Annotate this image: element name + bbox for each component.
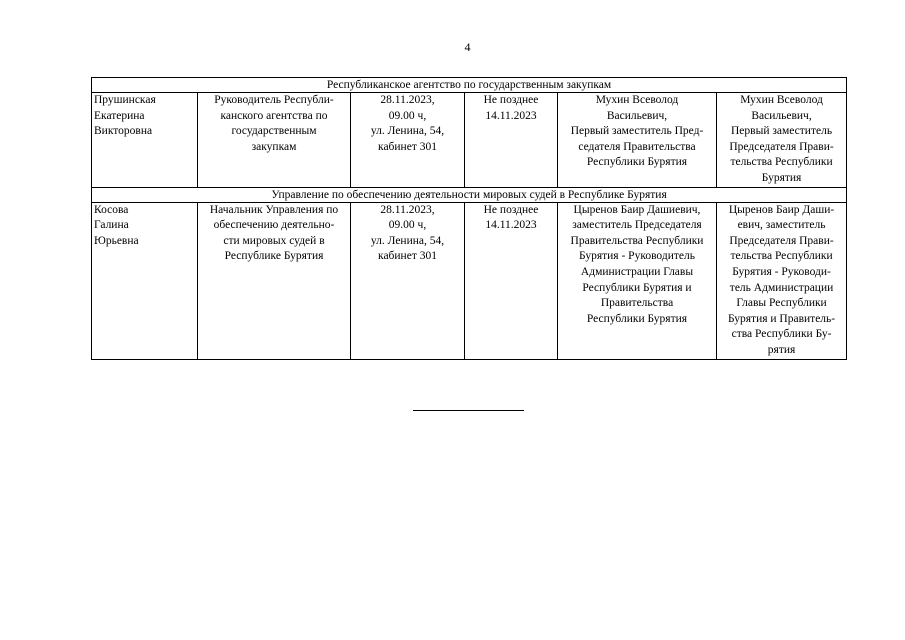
deadline-cell: Не позднее 14.11.2023 xyxy=(465,93,558,188)
table-row xyxy=(92,202,847,359)
position-cell: Начальник Управления по обеспечению деятельно- сти мировых судей в Республике Бурятия xyxy=(198,202,351,359)
official-cell: Цыренов Баир Дашиевич, заместитель Председателя Правительства Республики Бурятия - Руководитель Администрации Главы Республики Бурятия и Правительства Республики Бурятия xyxy=(558,202,717,359)
schedule-table xyxy=(91,77,847,360)
section-header-row xyxy=(92,187,847,202)
official-cell: Мухин Всеволод Васильевич, Первый заместитель Пред- седателя Правительства Республики Бурятия xyxy=(558,93,717,188)
section-title: Управление по обеспечению деятельности мировых судей в Республике Бурятия xyxy=(92,187,847,202)
employee-name-cell: Прушинская Екатерина Викторовна xyxy=(92,93,198,188)
deadline-cell: Не позднее 14.11.2023 xyxy=(465,202,558,359)
section-header-row xyxy=(92,78,847,93)
official-cell: Цыренов Баир Даши- евич, заместитель Председателя Прави- тельства Республики Бурятия - Руководи- тель Администрации Главы Республики Бурятия и Правитель- ства Республики Бу- рятия xyxy=(717,202,847,359)
position-cell: Руководитель Республи- канского агентства по государственным закупкам xyxy=(198,93,351,188)
table-row xyxy=(92,93,847,188)
page-number: 4 xyxy=(464,40,471,54)
employee-name-cell: Косова Галина Юрьевна xyxy=(92,202,198,359)
official-cell: Мухин Всеволод Васильевич, Первый заместитель Председателя Прави- тельства Республики Бурятия xyxy=(717,93,847,188)
end-of-document-rule xyxy=(413,410,524,411)
datetime-place-cell: 28.11.2023, 09.00 ч, ул. Ленина, 54, кабинет 301 xyxy=(351,202,465,359)
section-title: Республиканское агентство по государственным закупкам xyxy=(92,78,847,93)
datetime-place-cell: 28.11.2023, 09.00 ч, ул. Ленина, 54, кабинет 301 xyxy=(351,93,465,188)
